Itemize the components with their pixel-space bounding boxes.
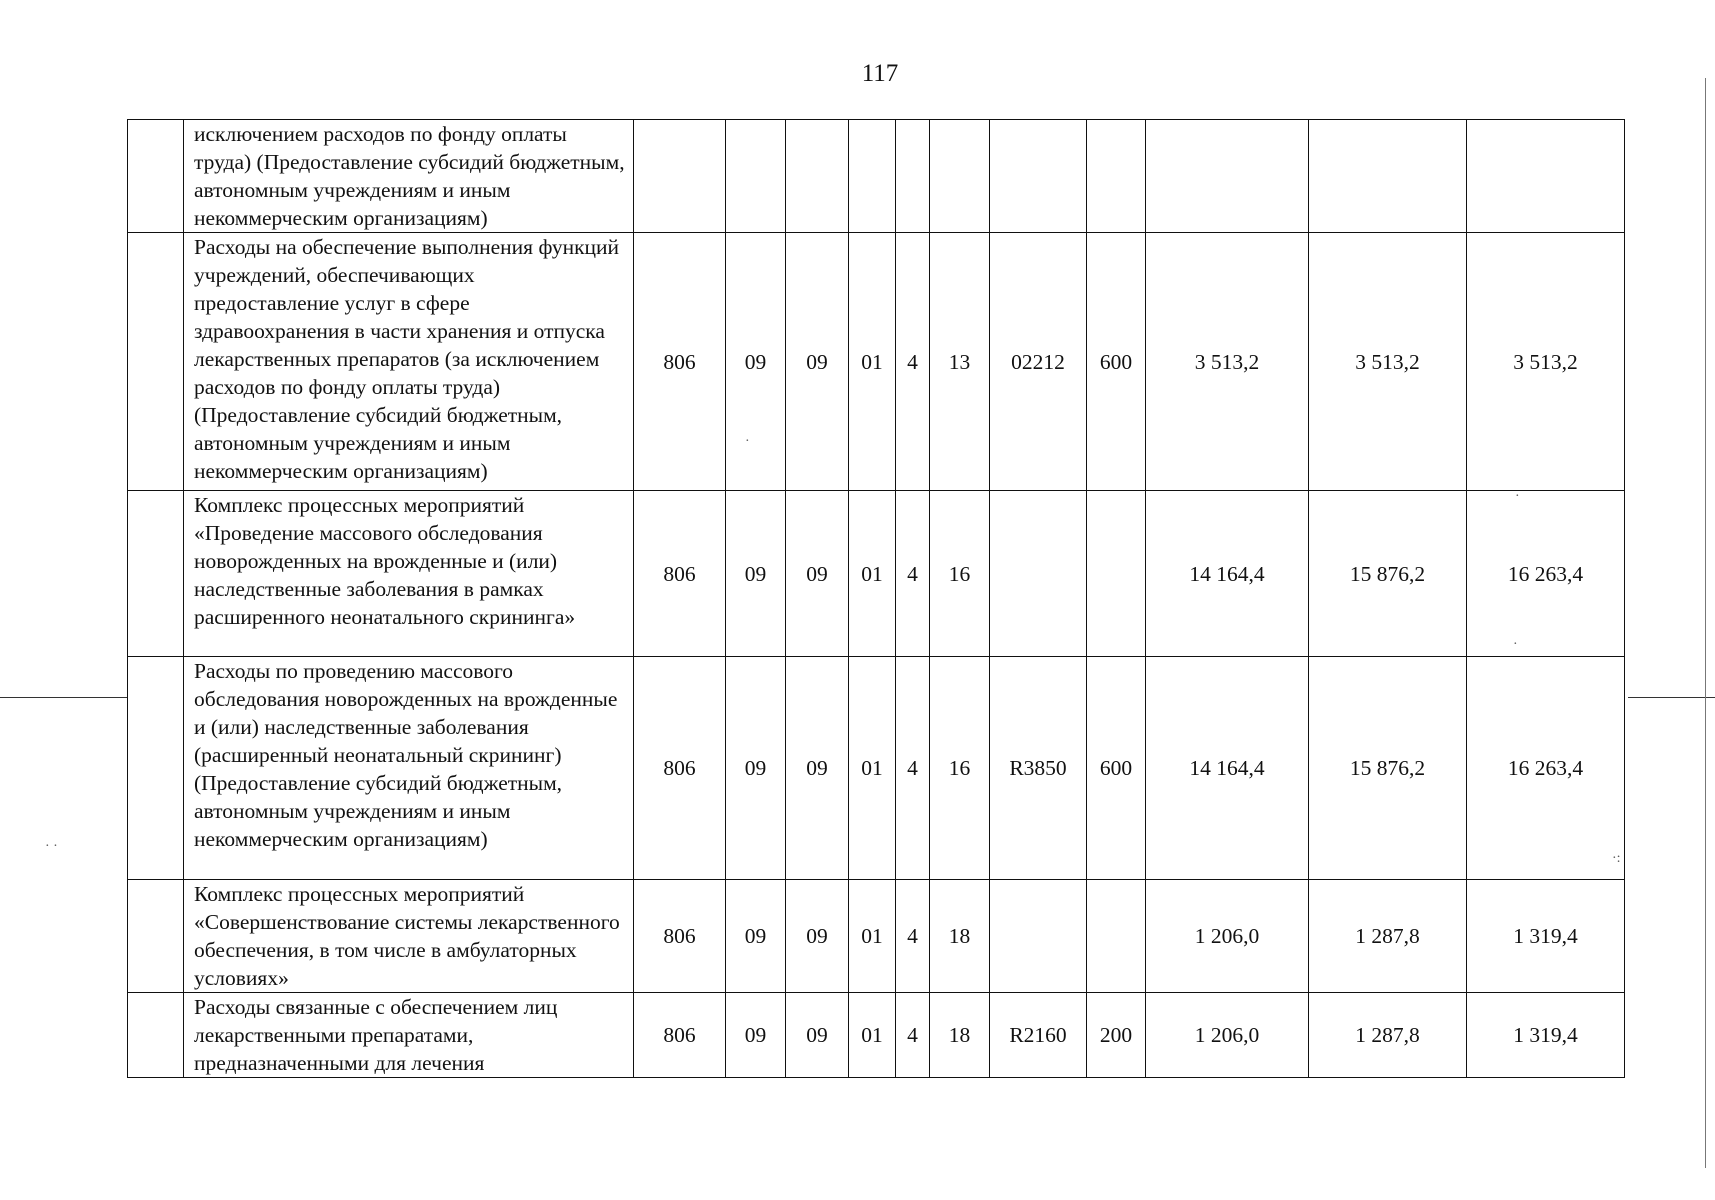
budget-table: [127, 119, 1625, 1078]
table-row: [128, 233, 1625, 491]
expense-direction-cell: [990, 491, 1087, 657]
section-cell: 09: [726, 880, 786, 993]
program-type-cell: 4: [896, 657, 930, 880]
scan-speck: ·:: [1612, 851, 1621, 866]
table-row: [128, 120, 1625, 233]
subsection-cell: [786, 120, 849, 233]
year1-amount-cell: [1146, 120, 1309, 233]
row-number-cell: [128, 491, 184, 657]
year2-amount-cell: 1 287,8: [1309, 993, 1467, 1078]
program-type-cell: 4: [896, 491, 930, 657]
item-name-cell: Комплекс процессных мероприятий «Совершенствование системы лекарственного обеспечения, в том числе в амбулаторных условиях»: [184, 880, 634, 993]
subsection-cell: 09: [786, 491, 849, 657]
grbs-cell: 806: [634, 993, 726, 1078]
table-row: [128, 491, 1625, 657]
program-type-cell: [896, 120, 930, 233]
program-event-cell: 16: [930, 491, 990, 657]
program-code-cell: [849, 120, 896, 233]
program-event-cell: [930, 120, 990, 233]
table-row: [128, 657, 1625, 880]
expense-type-cell: 600: [1087, 657, 1146, 880]
section-cell: [726, 120, 786, 233]
program-event-cell: 13: [930, 233, 990, 491]
year3-amount-cell: 16 263,4: [1467, 491, 1625, 657]
row-number-cell: [128, 233, 184, 491]
year1-amount-cell: 1 206,0: [1146, 880, 1309, 993]
section-cell: 09: [726, 993, 786, 1078]
expense-direction-cell: R2160: [990, 993, 1087, 1078]
item-name-cell: Расходы по проведению массового обследования новорожденных на врожденные и (или) наследственные заболевания (расширенный неонатальный скрининг) (Предоставление субсидий бюджетным, автономным учреждениям и иным некоммерческим организациям): [184, 657, 634, 880]
expense-direction-cell: R3850: [990, 657, 1087, 880]
year1-amount-cell: 3 513,2: [1146, 233, 1309, 491]
item-name-cell: Расходы связанные с обеспечением лиц лекарственными препаратами, предназначенными для лечения: [184, 993, 634, 1078]
grbs-cell: 806: [634, 491, 726, 657]
program-type-cell: 4: [896, 880, 930, 993]
expense-type-cell: [1087, 491, 1146, 657]
scan-speck: · ·: [45, 839, 58, 854]
grbs-cell: 806: [634, 880, 726, 993]
item-name-cell: Комплекс процессных мероприятий «Проведение массового обследования новорожденных на врожденные и (или) наследственные заболевания в рамках расширенного неонатального скрининга»: [184, 491, 634, 657]
subsection-cell: 09: [786, 657, 849, 880]
grbs-cell: [634, 120, 726, 233]
row-number-cell: [128, 657, 184, 880]
item-name-cell: Расходы на обеспечение выполнения функций учреждений, обеспечивающих предоставление услуг в сфере здравоохранения в части хранения и отпуска лекарственных препаратов (за исключением расходов по фонду оплаты труда) (Предоставление субсидий бюджетным, автономным учреждениям и иным некоммерческим организациям): [184, 233, 634, 491]
scan-artifact-line-right: [1628, 697, 1715, 698]
expense-type-cell: 600: [1087, 233, 1146, 491]
year2-amount-cell: 15 876,2: [1309, 657, 1467, 880]
year1-amount-cell: 1 206,0: [1146, 993, 1309, 1078]
expense-type-cell: [1087, 120, 1146, 233]
subsection-cell: 09: [786, 233, 849, 491]
section-cell: 09: [726, 657, 786, 880]
program-type-cell: 4: [896, 993, 930, 1078]
program-code-cell: 01: [849, 880, 896, 993]
year1-amount-cell: 14 164,4: [1146, 491, 1309, 657]
table-row: [128, 993, 1625, 1078]
year2-amount-cell: 15 876,2: [1309, 491, 1467, 657]
subsection-cell: 09: [786, 880, 849, 993]
expense-direction-cell: [990, 880, 1087, 993]
program-event-cell: 18: [930, 993, 990, 1078]
program-type-cell: 4: [896, 233, 930, 491]
row-number-cell: [128, 993, 184, 1078]
program-code-cell: 01: [849, 491, 896, 657]
year2-amount-cell: 1 287,8: [1309, 880, 1467, 993]
year3-amount-cell: [1467, 120, 1625, 233]
program-event-cell: 18: [930, 880, 990, 993]
scan-edge-line: [1705, 78, 1706, 1168]
program-code-cell: 01: [849, 233, 896, 491]
year3-amount-cell: 3 513,2: [1467, 233, 1625, 491]
subsection-cell: 09: [786, 993, 849, 1078]
year1-amount-cell: 14 164,4: [1146, 657, 1309, 880]
year2-amount-cell: [1309, 120, 1467, 233]
expense-direction-cell: [990, 120, 1087, 233]
grbs-cell: 806: [634, 657, 726, 880]
expense-type-cell: 200: [1087, 993, 1146, 1078]
scan-speck: ·: [1513, 637, 1518, 652]
section-cell: 09: [726, 233, 786, 491]
item-name-cell: исключением расходов по фонду оплаты труда) (Предоставление субсидий бюджетным, автономным учреждениям и иным некоммерческим организациям): [184, 120, 634, 233]
program-event-cell: 16: [930, 657, 990, 880]
row-number-cell: [128, 880, 184, 993]
scan-speck: ·: [1515, 489, 1520, 504]
row-number-cell: [128, 120, 184, 233]
scan-artifact-line-left: [0, 697, 128, 698]
section-cell: 09: [726, 491, 786, 657]
page-number: 117: [861, 60, 899, 87]
program-code-cell: 01: [849, 657, 896, 880]
expense-type-cell: [1087, 880, 1146, 993]
year3-amount-cell: 16 263,4: [1467, 657, 1625, 880]
program-code-cell: 01: [849, 993, 896, 1078]
scan-speck: ·: [745, 434, 750, 449]
grbs-cell: 806: [634, 233, 726, 491]
year2-amount-cell: 3 513,2: [1309, 233, 1467, 491]
year3-amount-cell: 1 319,4: [1467, 880, 1625, 993]
year3-amount-cell: 1 319,4: [1467, 993, 1625, 1078]
expense-direction-cell: 02212: [990, 233, 1087, 491]
table-row: [128, 880, 1625, 993]
